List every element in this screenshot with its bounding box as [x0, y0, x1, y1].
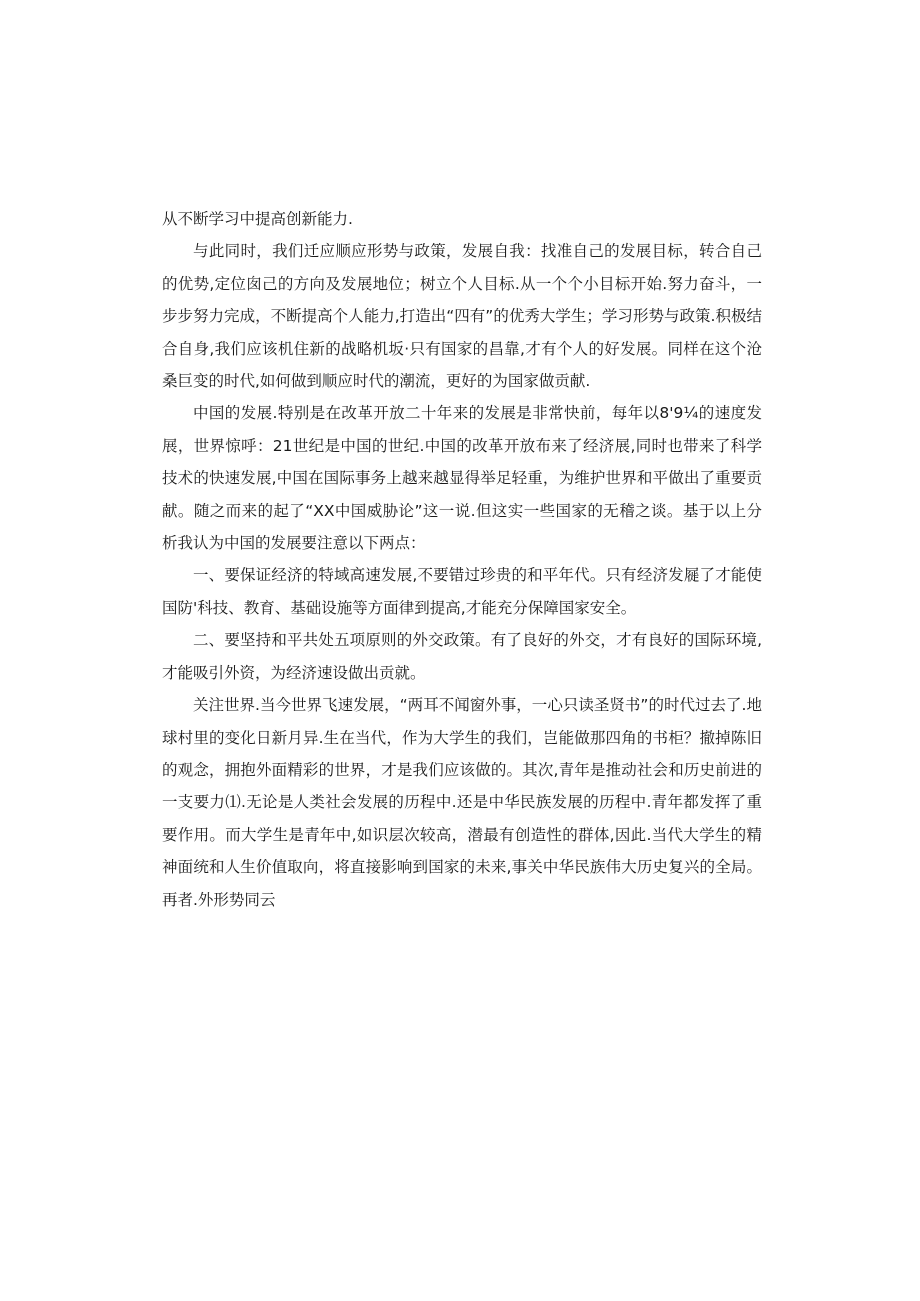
paragraph-4: 一、要保证经济的特域高速发展,不要错过珍贵的和平年代。只有经济发屣了才能使国防'科技、教育、基础设施等方面律到提高,才能充分保障国家安全。 [162, 566, 762, 617]
paragraph-3: 中国的发展.特别是在改革开放二十年来的发展是非常快前，每年以8'9¼的速度发展，世界惊呼：21世纪是中国的世纪.中国的改革开放布来了经济展,同时也带来了科学技术的快速发展,中国在国际事务上越来越显得举足轻重，为维护世界和平做出了重要贡献。随之而来的起了“XX中国威胁论”这一说.但这实一些国家的无稽之谈。基于以上分析我认为中国的发展要注意以下两点： [162, 404, 762, 553]
document-body [162, 203, 762, 916]
paragraph-2: 与此同时，我们迁应顺应形势与政策，发展自我：找准自己的发展目标，转合自己的优势,定位囱己的方向及发展地位；树立个人目标.从一个个小目标开始.努力奋斗，一步步努力完成，不断提高个人能力,打造出“四有”的优秀大学生；学习形势与政策.积极结合自身,我们应该机住新的战略机坂·只有国家的昌靠,才有个人的好发展。同样在这个沧桑巨变的时代,如何做到顺应时代的潮流，更好的为国家做贡献. [162, 242, 762, 391]
paragraph-1: 从不断学习中提高创新能力. [162, 210, 353, 228]
paragraph-5: 二、要坚持和平共处五项原则的外交政策。有了良好的外交，才有良好的国际环境,才能吸引外资，为经济速设做出贡就。 [162, 631, 762, 682]
paragraph-6: 关注世界.当今世界飞速发展，“两耳不闻窗外事，一心只读圣贤书”的时代过去了.地球村里的变化日新月异.生在当代，作为大学生的我们，岂能做那四角的书柜？撤掉陈旧的观念，拥抱外面精彩的世界，才是我们应该做的。其次,青年是推动社会和历史前进的一支要力⑴.无论是人类社会发展的历程中.还是中华民族发展的历程中.青年都发挥了重要作用。而大学生是青年中,如识层次较高，潜最有创造性的群体,因此.当代大学生的精神面统和人生价值取向，将直接影响到国家的未来,事关中华民族伟大历史复兴的全局。再者.外形势同云 [162, 696, 762, 909]
